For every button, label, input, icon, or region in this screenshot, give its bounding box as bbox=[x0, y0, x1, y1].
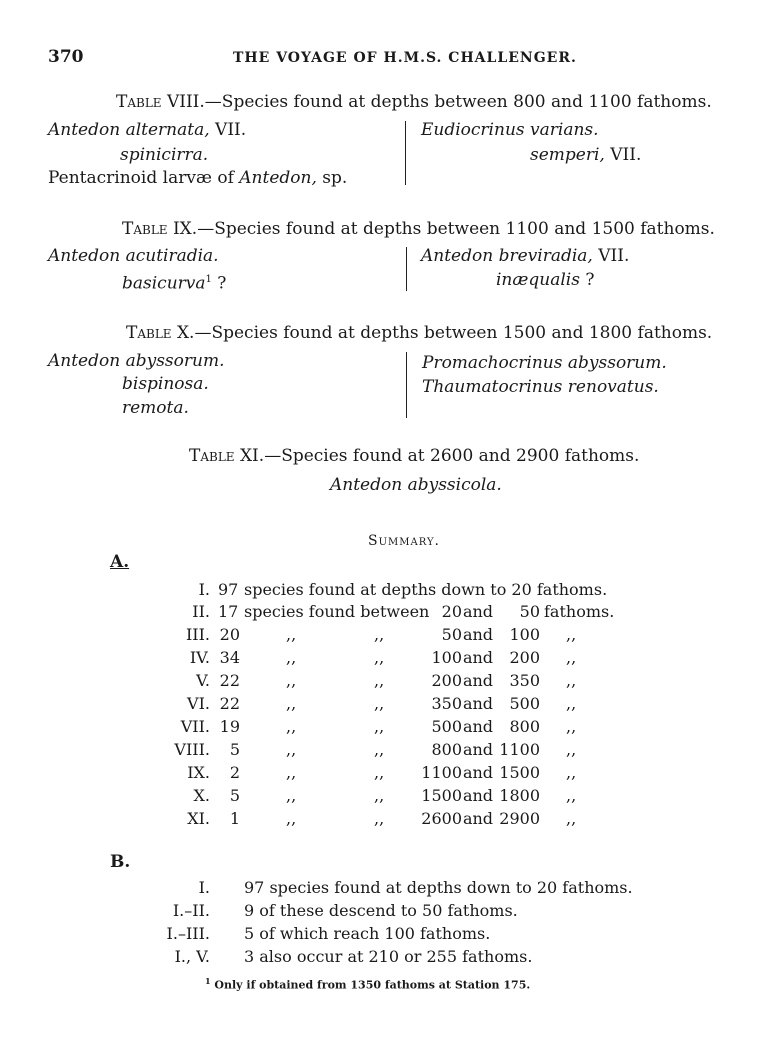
summary-a-row-count: 34 bbox=[219, 648, 240, 667]
summary-a-row-numeral: VII. bbox=[180, 717, 210, 736]
summary-a-row-from: 800 bbox=[431, 740, 462, 759]
summary-a-row-and: and bbox=[462, 694, 494, 713]
summary-a-row1-numeral: I. bbox=[198, 580, 210, 599]
summary-a-ditto-species: ,, bbox=[286, 648, 297, 667]
summary-a-row-count: 19 bbox=[219, 717, 240, 736]
summary-a-row-numeral: VI. bbox=[187, 694, 210, 713]
summary-b-row-text: 97 species found at depths down to 20 fathoms. bbox=[244, 878, 633, 897]
summary-b-row-numeral: I.–III. bbox=[166, 924, 210, 943]
summary-a-ditto-species: ,, bbox=[286, 717, 297, 736]
summary-a-ditto-species: ,, bbox=[286, 625, 297, 644]
summary-b-row-text: 9 of these descend to 50 fathoms. bbox=[244, 901, 518, 920]
running-title: THE VOYAGE OF H.M.S. CHALLENGER. bbox=[233, 50, 577, 66]
table-ix-label: Table IX. bbox=[122, 219, 198, 239]
summary-a-row2-unit: fathoms. bbox=[544, 602, 615, 621]
table-x-left-1: Antedon abyssorum. bbox=[48, 351, 225, 371]
summary-a-row-numeral: XI. bbox=[187, 809, 210, 828]
summary-a-ditto-species: ,, bbox=[286, 694, 297, 713]
summary-b-row-numeral: I. bbox=[198, 878, 210, 897]
summary-a-ditto-fathoms: ,, bbox=[566, 717, 577, 736]
summary-a-ditto-fathoms: ,, bbox=[566, 671, 577, 690]
summary-a-row-to: 800 bbox=[509, 717, 540, 736]
summary-a-row-from: 500 bbox=[431, 717, 462, 736]
summary-a-row-and: and bbox=[462, 809, 494, 828]
summary-a-row-count: 2 bbox=[229, 763, 240, 782]
table-viii-right-1: Eudiocrinus varians. bbox=[421, 120, 599, 140]
summary-a-row-count: 5 bbox=[229, 786, 240, 805]
table-xi-label: Table XI. bbox=[189, 446, 265, 466]
summary-a-ditto-species: ,, bbox=[286, 763, 297, 782]
summary-a-row-from: 2600 bbox=[421, 809, 462, 828]
footnote: $^1$ Only if obtained from 1350 fathoms at Station 175. bbox=[205, 976, 531, 992]
summary-a-ditto-fathoms: ,, bbox=[566, 648, 577, 667]
table-x-left-3: remota. bbox=[122, 398, 189, 418]
summary-a-row1-count: 97 bbox=[218, 580, 239, 599]
table-ix-right-2: inæqualis ? bbox=[496, 270, 595, 290]
summary-a-ditto-species: ,, bbox=[286, 786, 297, 805]
table-viii-label: Table VIII. bbox=[116, 92, 205, 112]
table-x-right-2: Thaumatocrinus renovatus. bbox=[422, 377, 659, 397]
summary-a-row-count: 5 bbox=[229, 740, 240, 759]
table-x-label: Table X. bbox=[126, 323, 195, 343]
table-viii-left-2: spinicirra. bbox=[120, 145, 209, 165]
summary-a-row1-text: species found at depths down to 20 fathoms. bbox=[244, 580, 608, 599]
table-viii-divider bbox=[405, 121, 406, 185]
summary-a-row-to: 1100 bbox=[499, 740, 540, 759]
table-xi-species: Antedon abyssicola. bbox=[330, 475, 502, 495]
section-a-label: A. bbox=[110, 552, 130, 572]
summary-a-ditto-species: ,, bbox=[286, 809, 297, 828]
summary-a-row-to: 500 bbox=[509, 694, 540, 713]
table-ix-caption-text: —Species found at depths between 1100 and 1500 fathoms. bbox=[197, 219, 715, 239]
summary-title: Summary. bbox=[368, 533, 440, 549]
summary-a-row-numeral: X. bbox=[193, 786, 210, 805]
summary-a-row-from: 50 bbox=[441, 625, 462, 644]
summary-b-row-numeral: I.–II. bbox=[172, 901, 210, 920]
summary-a-ditto-species: ,, bbox=[286, 740, 297, 759]
summary-a-row2-text: species found between bbox=[244, 602, 430, 621]
summary-a-ditto-found: ,, bbox=[374, 763, 385, 782]
summary-a-row-and: and bbox=[462, 648, 494, 667]
summary-a-ditto-fathoms: ,, bbox=[566, 809, 577, 828]
summary-a-row-from: 200 bbox=[431, 671, 462, 690]
summary-a-row-count: 20 bbox=[219, 625, 240, 644]
table-viii-left-1: Antedon alternata, VII. bbox=[48, 120, 247, 140]
table-viii-caption bbox=[116, 91, 712, 113]
table-x-divider bbox=[406, 352, 407, 418]
summary-a-row-and: and bbox=[462, 740, 494, 759]
summary-a-row-from: 350 bbox=[431, 694, 462, 713]
summary-a-row-to: 1500 bbox=[499, 763, 540, 782]
summary-a-row-numeral: IX. bbox=[187, 763, 210, 782]
summary-a-row-numeral: IV. bbox=[189, 648, 210, 667]
summary-a-ditto-fathoms: ,, bbox=[566, 625, 577, 644]
table-x-right-1: Promachocrinus abyssorum. bbox=[422, 353, 667, 373]
summary-a-row-to: 1800 bbox=[499, 786, 540, 805]
summary-a-ditto-found: ,, bbox=[374, 625, 385, 644]
table-ix-left-2: basicurva$^1$ ? bbox=[122, 273, 227, 294]
summary-a-row-numeral: V. bbox=[196, 671, 210, 690]
summary-a-row-and: and bbox=[462, 717, 494, 736]
summary-a-row2-and: and bbox=[462, 602, 494, 621]
summary-a-ditto-found: ,, bbox=[374, 694, 385, 713]
summary-a-row2-to: 50 bbox=[519, 602, 540, 621]
page-number: 370 bbox=[48, 47, 84, 67]
summary-a-row-and: and bbox=[462, 763, 494, 782]
summary-a-row-numeral: III. bbox=[185, 625, 210, 644]
summary-a-ditto-fathoms: ,, bbox=[566, 694, 577, 713]
table-x-caption-text: —Species found at depths between 1500 and 1800 fathoms. bbox=[194, 323, 713, 343]
summary-a-ditto-fathoms: ,, bbox=[566, 786, 577, 805]
summary-a-row-to: 100 bbox=[509, 625, 540, 644]
summary-a-row-and: and bbox=[462, 786, 494, 805]
summary-a-row-to: 2900 bbox=[499, 809, 540, 828]
summary-a-row-count: 1 bbox=[229, 809, 240, 828]
section-b-label: B. bbox=[110, 852, 131, 872]
table-ix-right-1: Antedon breviradia, VII. bbox=[421, 246, 630, 266]
summary-a-row2-from: 20 bbox=[441, 602, 462, 621]
summary-a-row2-numeral: II. bbox=[192, 602, 210, 621]
summary-b-row-text: 3 also occur at 210 or 255 fathoms. bbox=[244, 947, 533, 966]
table-xi-caption bbox=[189, 445, 639, 467]
summary-a-row-and: and bbox=[462, 671, 494, 690]
summary-a-row-to: 350 bbox=[509, 671, 540, 690]
summary-a-ditto-found: ,, bbox=[374, 717, 385, 736]
table-ix-caption bbox=[122, 218, 715, 240]
table-ix-left-1: Antedon acutiradia. bbox=[48, 246, 219, 266]
table-viii-left-3: Pentacrinoid larvæ of Antedon, sp. bbox=[48, 168, 348, 188]
summary-a-ditto-found: ,, bbox=[374, 786, 385, 805]
table-ix-divider bbox=[406, 247, 407, 291]
summary-b-row-numeral: I., V. bbox=[174, 947, 210, 966]
summary-a-ditto-found: ,, bbox=[374, 809, 385, 828]
summary-a-ditto-found: ,, bbox=[374, 648, 385, 667]
summary-a-row-count: 22 bbox=[219, 671, 240, 690]
summary-a-ditto-found: ,, bbox=[374, 740, 385, 759]
table-x-left-2: bispinosa. bbox=[122, 374, 209, 394]
summary-b-row-text: 5 of which reach 100 fathoms. bbox=[244, 924, 491, 943]
summary-a-row-count: 22 bbox=[219, 694, 240, 713]
summary-a-row-from: 100 bbox=[431, 648, 462, 667]
summary-a-ditto-species: ,, bbox=[286, 671, 297, 690]
table-viii-right-2: semperi, VII. bbox=[530, 145, 642, 165]
table-xi-caption-text: —Species found at 2600 and 2900 fathoms. bbox=[264, 446, 640, 466]
summary-a-row2-count: 17 bbox=[218, 602, 239, 621]
summary-a-row-numeral: VIII. bbox=[174, 740, 210, 759]
summary-a-row-from: 1500 bbox=[421, 786, 462, 805]
summary-a-ditto-fathoms: ,, bbox=[566, 763, 577, 782]
table-x-caption bbox=[126, 322, 712, 344]
summary-a-ditto-fathoms: ,, bbox=[566, 740, 577, 759]
table-viii-caption-text: —Species found at depths between 800 and 1100 fathoms. bbox=[204, 92, 712, 112]
summary-a-row-from: 1100 bbox=[421, 763, 462, 782]
summary-a-row-and: and bbox=[462, 625, 494, 644]
summary-a-ditto-found: ,, bbox=[374, 671, 385, 690]
summary-a-row-to: 200 bbox=[509, 648, 540, 667]
